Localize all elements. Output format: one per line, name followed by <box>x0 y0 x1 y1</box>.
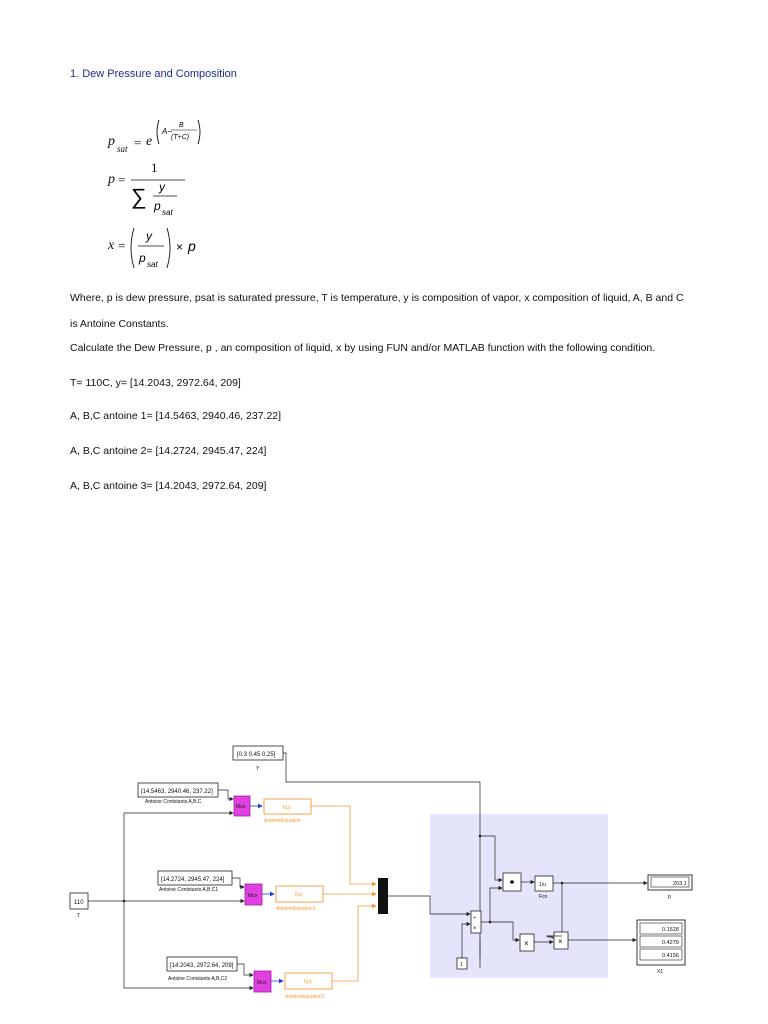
t-constant-label: T <box>77 913 81 919</box>
x-display-value-2: 0.4279 <box>662 940 679 946</box>
antoine-const-3-value: [14.2043, 2972.64, 209] <box>170 963 234 969</box>
subsystem-area <box>430 814 608 978</box>
x-display-label: X1 <box>657 969 664 975</box>
svg-text:×: × <box>558 937 563 946</box>
svg-text:y: y <box>159 180 165 194</box>
svg-text:p: p <box>139 251 146 265</box>
antoine3-text: A, B,C antoine 3= [14.2043, 2972.64, 209] <box>70 480 267 492</box>
antoine-const-1-value: [14.5463, 2940.46, 237.22] <box>141 789 213 795</box>
t-constant-value: 110 <box>74 900 84 906</box>
antoine-fcn-expr-3: f(u) <box>304 979 312 985</box>
svg-text:sat: sat <box>162 208 173 217</box>
y-constant-label: Y <box>256 766 260 772</box>
x-display-value-3: 0.4156 <box>662 953 679 959</box>
antoine-const-1-label: Antoine Contstants A,B,C <box>145 799 202 805</box>
antoine-fcn-name-3: AntoineEquation2 <box>285 994 325 1000</box>
output-mux-block <box>378 878 388 914</box>
svg-text:p: p <box>188 238 196 254</box>
svg-text:p: p <box>154 199 161 213</box>
reciprocal-fcn-name: Fcn <box>539 894 548 900</box>
antoine-fcn-name-2: AntoineEquation1 <box>276 906 316 912</box>
x-display-value-1: 0.1528 <box>662 927 679 933</box>
svg-text:×: × <box>524 939 529 948</box>
svg-text:A−: A− <box>162 127 173 136</box>
mux-label-1: Mux <box>236 804 246 810</box>
one-constant-value: 1 <box>460 962 463 968</box>
svg-text:×: × <box>473 926 477 932</box>
simulink-diagram <box>0 730 768 1010</box>
equation-x: x = y p sat × p <box>108 229 196 269</box>
svg-text:B: B <box>179 122 184 129</box>
condition-text: T= 110C, y= [14.2043, 2972.64, 209] <box>70 377 241 389</box>
task-text: Calculate the Dew Pressure, p , an composition of liquid, x by using FUN and/or MATLAB function with the following condition. <box>70 342 656 354</box>
svg-text:y: y <box>146 229 152 243</box>
antoine-const-2-value: [14.2724, 2945.47, 224] <box>161 877 225 883</box>
where-text-line2: is Antoine Constants. <box>70 318 169 330</box>
mux-label-3: Mux <box>257 980 267 986</box>
equation-psat: p sat = e A− B (T+C) <box>104 118 214 154</box>
antoine-fcn-expr-2: f(u) <box>295 892 303 898</box>
svg-text:sat: sat <box>147 260 158 269</box>
svg-text:(T+C): (T+C) <box>171 134 190 141</box>
mux-label-2: Mux <box>248 893 258 899</box>
p-display-label: p <box>668 894 671 900</box>
antoine-fcn-expr-1: f(u) <box>283 805 291 811</box>
antoine2-text: A, B,C antoine 2= [14.2724, 2945.47, 224] <box>70 445 267 457</box>
where-text-line1: Where, p is dew pressure, psat is saturated pressure, T is temperature, y is composition of vapor, x composition of liquid, A, B and C <box>70 292 684 304</box>
y-constant-value: [0.3 0.45 0.25] <box>237 752 276 758</box>
antoine-fcn-name-1: AntoineEquation <box>264 818 301 824</box>
reciprocal-fcn-expr: 1/u <box>539 882 546 888</box>
antoine-const-2-label: Antoine Contstants A,B,C1 <box>159 887 219 893</box>
p-display-value: 203.1 <box>673 881 687 887</box>
antoine1-text: A, B,C antoine 1= [14.5463, 2940.46, 237.22] <box>70 410 282 422</box>
equation-p: p = 1 ∑ y p sat <box>108 160 173 217</box>
svg-text:∑: ∑ <box>131 184 147 209</box>
svg-text:×: × <box>176 240 184 254</box>
antoine-const-3-label: Antoine Contstants A,B,C2 <box>168 976 228 982</box>
section-heading: 1. Dew Pressure and Composition <box>70 68 237 80</box>
svg-text:÷: ÷ <box>473 916 477 922</box>
